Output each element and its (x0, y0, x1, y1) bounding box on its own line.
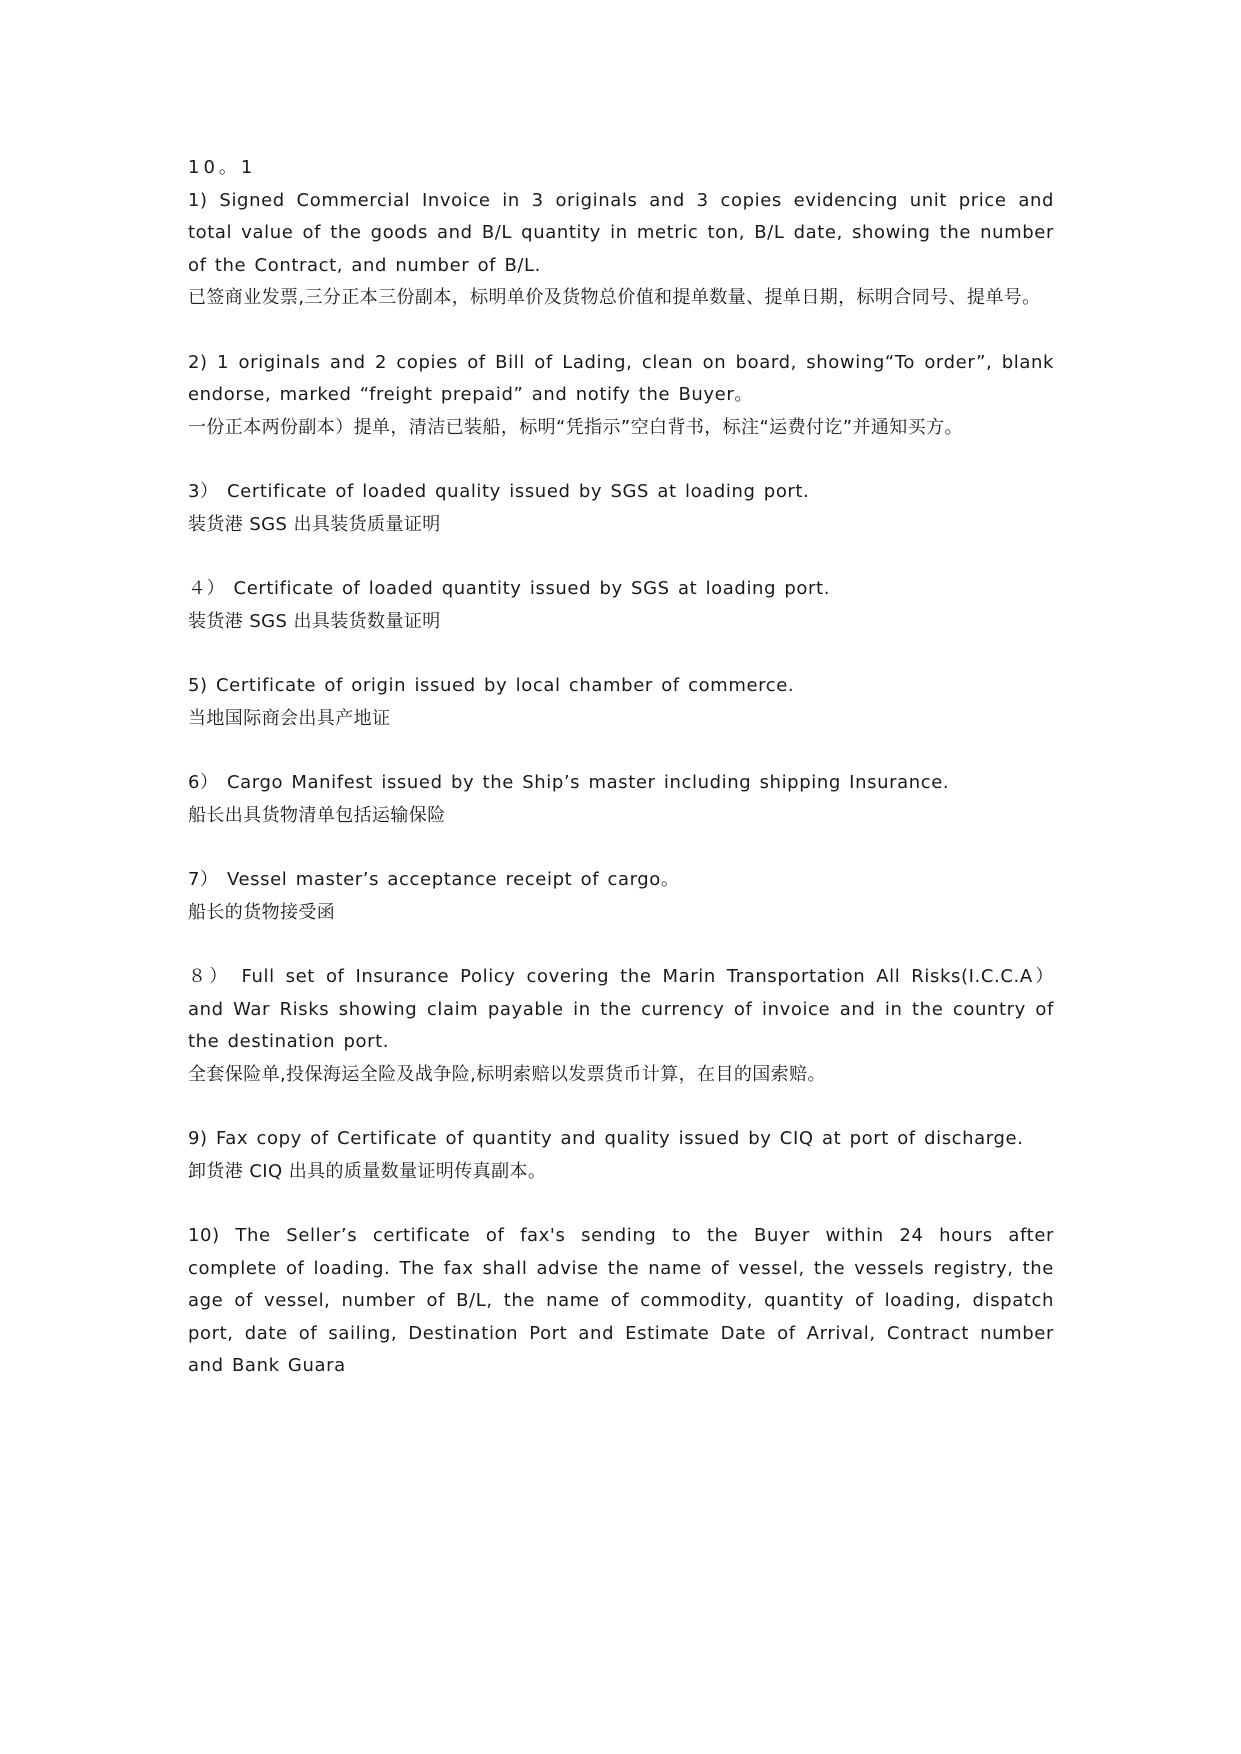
item-chinese-text: 船长出具货物清单包括运输保险 (188, 804, 446, 826)
item-chinese-text: 全套保险单,投保海运全险及战争险,标明索赔以发票货币计算，在目的国索赔。 (188, 1063, 826, 1085)
item-chinese-text: 装货港 SGS 出具装货数量证明 (188, 610, 441, 632)
document-item (188, 476, 1054, 541)
item-chinese-text: 一份正本两份副本）提单，清洁已装船，标明“凭指示”空白背书，标注“运费付讫”并通知买方。 (188, 416, 963, 438)
item-english-text: 1) Signed Commercial Invoice in 3 originals and 3 copies evidencing unit price and total value of the goods and B/L quantity in metric ton, B/L date, showing the number of the Contract, and number of B/L. (188, 189, 1054, 276)
item-english-text: 7） Vessel master’s acceptance receipt of cargo。 (188, 869, 680, 890)
item-english-text: 9) Fax copy of Certificate of quantity and quality issued by CIQ at port of discharge. (188, 1128, 1024, 1149)
document-item (188, 1220, 1054, 1383)
document-item (188, 1123, 1054, 1188)
document-item (188, 961, 1054, 1091)
item-chinese-text: 已签商业发票,三分正本三份副本，标明单价及货物总价值和提单数量、提单日期，标明合同号、提单号。 (188, 287, 1041, 308)
item-english-text: 3） Certificate of loaded quality issued by SGS at loading port. (188, 481, 810, 502)
item-chinese-text: 卸货港 CIQ 出具的质量数量证明传真副本。 (188, 1160, 547, 1182)
document-body (188, 152, 1054, 1415)
document-item (188, 573, 1054, 638)
document-item (188, 347, 1054, 445)
document-item (188, 864, 1054, 929)
document-item (188, 185, 1054, 315)
document-item (188, 670, 1054, 735)
item-english-text: 10) The Seller’s certificate of fax's sending to the Buyer within 24 hours after complete of loading. The fax shall advise the name of vessel, the vessels registry, the age of vessel, number of B/L, the name of commodity, quantity of loading, dispatch port, date of sailing, Destination Port and Estimate Date of Arrival, Contract number and Bank Guara (188, 1225, 1054, 1376)
item-chinese-text: 装货港 SGS 出具装货质量证明 (188, 513, 441, 535)
item-english-text: ４） Certificate of loaded quantity issued by SGS at loading port. (188, 578, 831, 599)
item-chinese-text: 船长的货物接受函 (188, 901, 336, 923)
item-english-text: 2) 1 originals and 2 copies of Bill of Lading, clean on board, showing“To order”, blank endorse, marked “freight prepaid” and notify the Buyer。 (188, 351, 1054, 405)
item-english-text: 6） Cargo Manifest issued by the Ship’s master including shipping Insurance. (188, 772, 950, 793)
section-number: 10。1 (188, 157, 257, 178)
item-chinese-text: 当地国际商会出具产地证 (188, 707, 391, 729)
item-english-text: 5) Certificate of origin issued by local chamber of commerce. (188, 675, 795, 696)
document-item (188, 767, 1054, 832)
item-english-text: ８） Full set of Insurance Policy covering the Marin Transportation All Risks(I.C.C.A） and War Risks showing claim payable in the currency of invoice and in the country of the destination port. (188, 966, 1054, 1052)
